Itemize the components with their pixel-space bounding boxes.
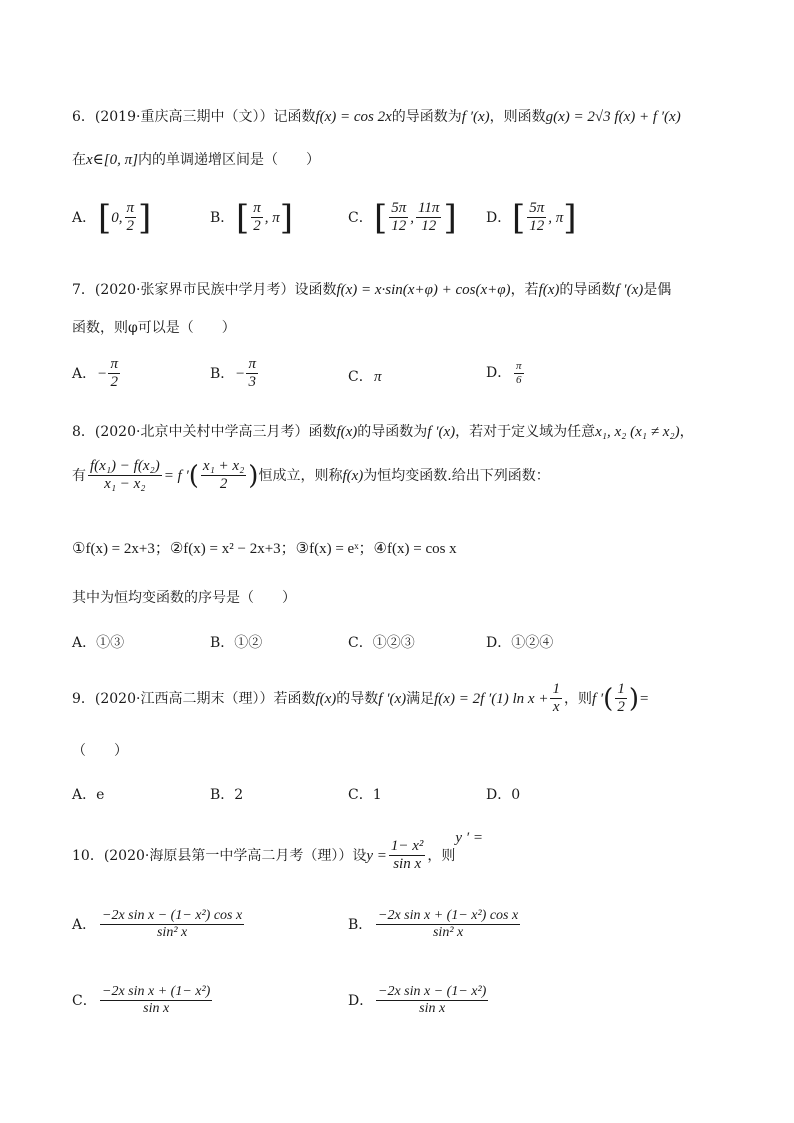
q7-option-a[interactable]: A． − $\frac{\pi}{2}$ — [72, 356, 118, 391]
q9-source: 9．(2020·江西高二期末（理））若函数 — [72, 690, 316, 707]
q7-option-b[interactable]: B． − $\frac{\pi}{3}$ — [210, 356, 256, 391]
q7-source: 7．(2020·张家界市民族中学月考）设函数 — [72, 282, 337, 298]
q8-option-a[interactable]: A．①③ — [72, 635, 125, 651]
q6-function: f(x) = cos 2x — [315, 109, 392, 125]
q7-line2: 函数，则φ可以是（ ） — [72, 320, 236, 336]
q8-source: 8．(2020·北京中关村中学高三月考）函数 — [72, 424, 337, 440]
q8-function-list: ①f(x) = 2x+3；②f(x) = x² − 2x+3；③f(x) = eˣ；④f(x) = cos x — [72, 541, 457, 557]
q10-source: 10．(2020·海原县第一中学高二月考（理））设 — [72, 847, 367, 864]
q9-line1: 9．(2020·江西高二期末（理））若函数f(x)的导数f ′(x)满足f(x) = 2f ′(1) ln x + $\frac{1}{x}$ ，则f ′( $\frac{1}{2}$ )= — [72, 681, 650, 716]
q6-option-b[interactable]: B．[ $\frac{\pi}{2}$ , π] — [210, 197, 294, 238]
q9-option-c[interactable]: C．1 — [348, 787, 382, 803]
q8-option-b[interactable]: B．①② — [210, 635, 263, 651]
q7-function: f(x) = x·sin(x+φ) + cos(x+φ) — [336, 282, 511, 298]
q8-option-c[interactable]: C．①②③ — [348, 635, 415, 651]
q9-option-d[interactable]: D．0 — [486, 787, 521, 803]
q8-line1: 8．(2020·北京中关村中学高三月考）函数f(x)的导函数为f ′(x)，若对于定义域为任意x₁, x₂ (x₁ ≠ x₂)， — [72, 424, 694, 440]
q10-option-b[interactable]: B． $\frac{\text{−2x sin x + (1− x²) cos x}}{\text{sin² x}}$ — [348, 908, 519, 941]
q10-line1: 10．(2020·海原县第一中学高二月考（理））设y = $\frac{\text{1− x²}}{\text{sin x}}$ ，则y ′ = — [72, 830, 483, 873]
q8-ask: 其中为恒均变函数的序号是（ ） — [72, 590, 296, 606]
q6-line2: 在x∈[0, π]内的单调递增区间是（ ） — [72, 152, 320, 168]
q8-line2: 有 $\frac{\text{f(x₁) − f(x₂)}}{\text{x₁ − x₂}}$ = f ′( $\frac{\text{x₁ + x₂}}{2}$ )恒成立，则称f(x)为恒均变函数.给出下列函数： — [72, 458, 550, 493]
q7-option-c[interactable]: C．π — [348, 369, 382, 385]
q8-option-d[interactable]: D．①②④ — [486, 635, 554, 651]
q6-option-d[interactable]: D．[ $\frac{5\pi}{12}$ , π] — [486, 197, 577, 238]
q9-option-a[interactable]: A．e — [72, 787, 105, 803]
q7-option-d[interactable]: D． $\frac{\pi}{6}$ — [486, 360, 522, 386]
q10-option-a[interactable]: A． $\frac{\text{−2x sin x − (1− x²) cos x}}{\text{sin² x}}$ — [72, 908, 243, 941]
q6-option-a[interactable]: A．[0, $\frac{\pi}{2}$ ] — [72, 197, 152, 238]
q6-source: 6．(2019·重庆高三期中（文））记函数 — [72, 109, 316, 125]
q9-option-b[interactable]: B．2 — [210, 787, 244, 803]
q6-line1: 6．(2019·重庆高三期中（文））记函数f(x) = cos 2x的导函数为f ′(x)，则函数g(x) = 2√3 f(x) + f ′(x) — [72, 109, 681, 125]
q7-line1: 7．(2020·张家界市民族中学月考）设函数f(x) = x·sin(x+φ) + cos(x+φ)，若f(x)的导函数f ′(x)是偶 — [72, 282, 672, 298]
q10-option-d[interactable]: D． $\frac{\text{−2x sin x − (1− x²)}}{\text{sin x}}$ — [348, 984, 487, 1017]
q10-option-c[interactable]: C． $\frac{\text{−2x sin x + (1− x²)}}{\text{sin x}}$ — [72, 984, 211, 1017]
q6-g-function: g(x) = 2√3 f(x) + f ′(x) — [545, 109, 681, 125]
q9-line2: （ ） — [72, 743, 128, 759]
q6-option-c[interactable]: C．[ $\frac{5\pi}{12}$ , $\frac{11\pi}{12}$ ] — [348, 197, 457, 238]
